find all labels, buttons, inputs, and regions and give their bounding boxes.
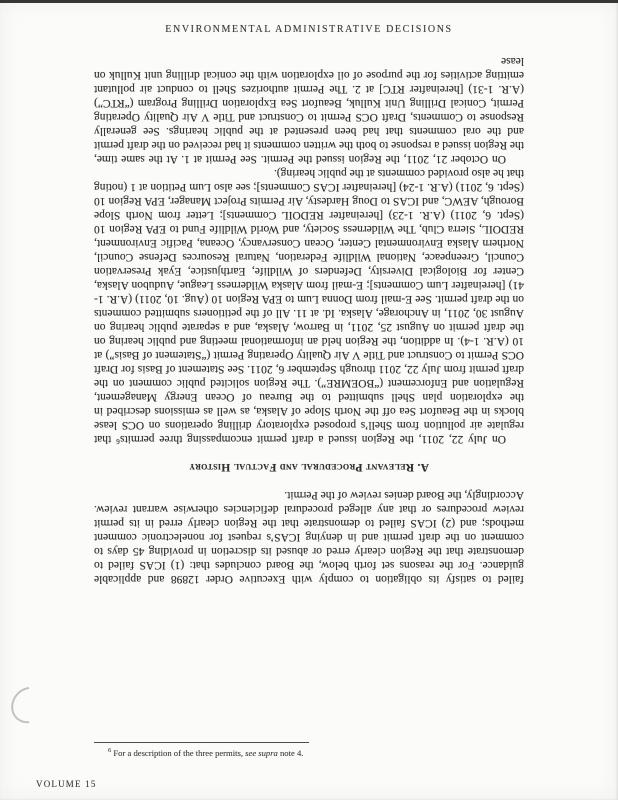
volume-label: VOLUME 15 [36,779,97,789]
running-header [0,24,618,35]
page-curl-artifact [4,680,54,731]
footnote-citation-signal: see supra [245,748,278,758]
footnote-text-after: note 4. [277,748,304,758]
footnote-text: For a description of the three permits, [113,748,246,758]
running-header-title: ENVIRONMENTAL ADMINISTRATIVE DECISIONS [165,24,453,35]
scan-edge-artifact [0,0,618,3]
intro-conclusion-paragraph: failed to satisfy its obligation to comply with Executive Order 12898 and applicable guidance. For the reasons set forth below, the Board concludes that: (1) ICAS failed to demonstrate that the Region clearly erred or abused its discretion in providing 45 days to comment on the draft permit and in denying ICAS’s request for nonelectronic comment methods; and (2) ICAS failed to demonstrate that the Region clearly erred in its permit review procedures or that any alleged procedural deficiencies otherwise warrant review. Accordingly, the Board denies review of the Permit. [94,489,524,585]
page-footer [36,779,97,789]
footnote-area [94,742,524,759]
footnote-separator [94,742,309,743]
inverted-body-text-block [94,54,524,586]
section-heading: A. Relevant Procedural and Factual History [188,461,430,473]
footnote [94,748,524,759]
footnote-marker: 6 [108,747,112,755]
permit-issuance-paragraph: On October 21, 2011, the Region issued the Permit. See Permit at 1. At the same time, the Region issued a response to both the written comments it had received on the draft permit and the oral comments that had been presented at the public hearings. See generally Response to Comments, Draft OCS Permit to Construct and Title V Air Quality Operating Permit, Conical Drilling Unit Kulluk, Beaufort Sea Exploration Drilling Program (“RTC”) (A.R. 1-31) [hereinafter RTC] at 2. The Permit authorizes Shell to conduct air pollutant emitting activities for the purpose of oil exploration with the conical drilling unit Kulluk on lease [94,55,524,165]
procedural-history-paragraph: On July 22, 2011, the Region issued a draft permit encompassing three permits⁶ that regulate air pollution from Shell’s proposed exploratory drilling operations on OCS lease blocks in the Beaufort Sea off the North Slope of Alaska, as well as emissions described in the exploration plan Shell submitted to the Bureau of Ocean Energy Management, Regulation and Enforcement (“BOEMRE”). The Region solicited public comment on the draft permit from July 22, 2011 through September 6, 2011. See Statement of Basis for Draft OCS Permit to Construct and Title V Air Quality Operating Permit (“Statement of Basis”) at 10 (A.R. 1-4). In addition, the Region held an informational meeting and public hearing on the draft permit on August 25, 2011, in Barrow, Alaska, and a separate public hearing on August 30, 2011, in Anchorage, Alaska. Id. at 11. All of the petitioners submitted comments on the draft permit. See E-mail from Donna Lum to EPA Region 10 (Aug. 10, 2011) (A.R. 1-41) [hereinafter Lum Comments]; E-mail from Alaska Wilderness League, Audubon Alaska, Center for Biological Diversity, Defenders of Wildlife, Earthjustice, Eyak Preservation Council, Greenpeace, National Wildlife Federation, Natural Resources Defense Council, Northern Alaska Environmental Center, Ocean Conservancy, Oceana, Pacific Environment, REDOIL, Sierra Club, The Wilderness Society, and World Wildlife Fund to EPA Region 10 (Sept. 6, 2011) (A.R. 1-23) [hereinafter REDOIL Comments]; Letter from North Slope Borough, AEWC, and ICAS to Doug Hardesty, Air Permits Project Manager, EPA Region 10 (Sept. 6, 2011) (A.R. 1-24) [hereinafter ICAS Comments]; see also Lum Petition at 1 (noting that he also provided comments at the public hearing). [94,167,524,445]
